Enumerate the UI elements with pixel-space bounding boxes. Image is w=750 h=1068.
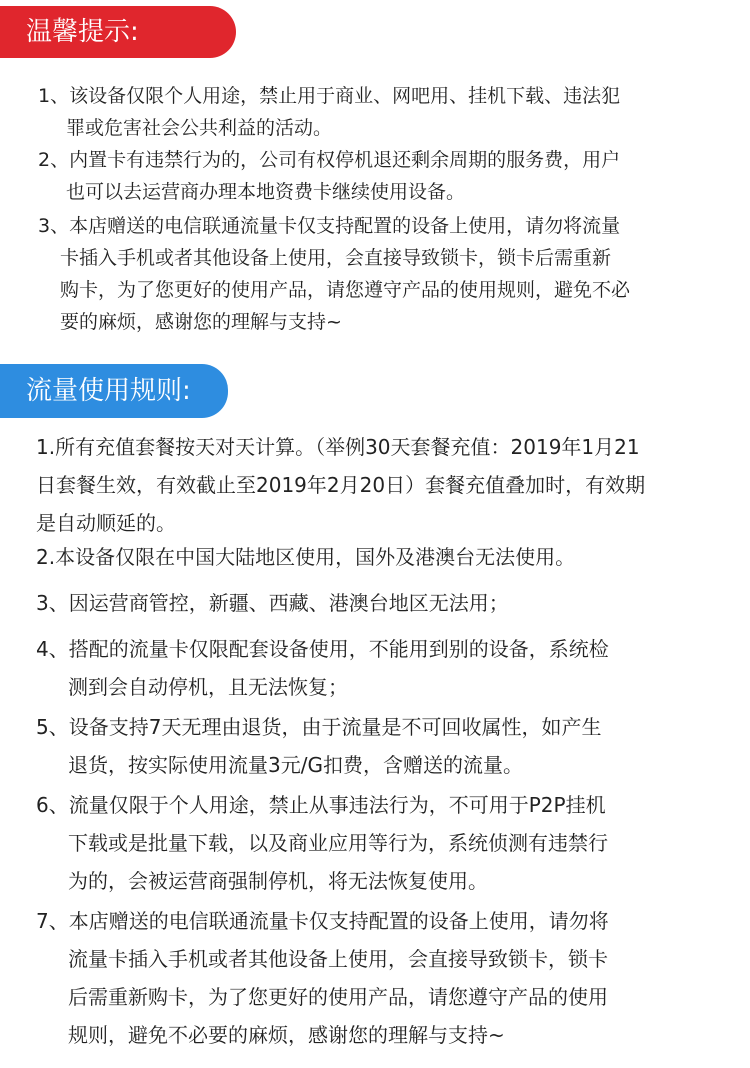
tip-item-1	[0, 80, 750, 144]
rule-2-line-1: 2.本设备仅限在中国大陆地区使用，国外及港澳台无法使用。	[36, 545, 576, 569]
rule-1-line-1: 1.所有充值套餐按天对天计算。（举例30天套餐充值：2019年1月21	[36, 435, 640, 459]
rule-4-line-2: 测到会自动停机，且无法恢复；	[68, 675, 348, 699]
tip-1-line-1: 1、该设备仅限个人用途，禁止用于商业、网吧用、挂机下载、违法犯	[38, 85, 621, 107]
tip-3-line-4: 要的麻烦，感谢您的理解与支持~	[60, 311, 342, 333]
rule-1-line-2: 日套餐生效，有效截止至2019年2月20日）套餐充值叠加时，有效期	[36, 473, 646, 497]
tip-3-line-2: 卡插入手机或者其他设备上使用，会直接导致锁卡，锁卡后需重新	[60, 247, 612, 269]
usage-rules-banner: 流量使用规则:	[0, 364, 228, 418]
rule-item-3	[0, 584, 750, 622]
tip-2-line-2: 也可以去运营商办理本地资费卡继续使用设备。	[66, 181, 466, 203]
rule-4-line-1: 4、搭配的流量卡仅限配套设备使用，不能用到别的设备，系统检	[36, 637, 609, 661]
rule-6-line-2: 下载或是批量下载，以及商业应用等行为，系统侦测有违禁行	[68, 831, 608, 855]
rule-item-4	[0, 630, 750, 706]
rule-5-line-1: 5、设备支持7天无理由退货，由于流量是不可回收属性，如产生	[36, 715, 602, 739]
rule-3-line-1: 3、因运营商管控，新疆、西藏、港澳台地区无法用；	[36, 591, 509, 615]
tip-item-2	[0, 144, 750, 208]
rule-item-1	[0, 428, 750, 542]
warm-tips-banner: 温馨提示:	[0, 6, 236, 58]
tip-2-line-1: 2、内置卡有违禁行为的，公司有权停机退还剩余周期的服务费，用户	[38, 149, 621, 171]
rule-item-5	[0, 708, 750, 784]
rule-5-line-2: 退货，按实际使用流量3元/G扣费，含赠送的流量。	[68, 753, 523, 777]
tip-3-line-3: 购卡，为了您更好的使用产品，请您遵守产品的使用规则，避免不必	[60, 279, 631, 301]
rule-item-7	[0, 902, 750, 1054]
tip-item-3	[0, 210, 750, 338]
rule-item-6	[0, 786, 750, 900]
rule-7-line-1: 7、本店赠送的电信联通流量卡仅支持配置的设备上使用，请勿将	[36, 909, 609, 933]
rule-7-line-2: 流量卡插入手机或者其他设备上使用，会直接导致锁卡，锁卡	[68, 947, 608, 971]
tip-1-line-2: 罪或危害社会公共利益的活动。	[66, 117, 333, 139]
rule-6-line-1: 6、流量仅限于个人用途，禁止从事违法行为，不可用于P2P挂机	[36, 793, 606, 817]
rule-7-line-4: 规则，避免不必要的麻烦，感谢您的理解与支持~	[68, 1023, 505, 1047]
rule-6-line-3: 为的，会被运营商强制停机，将无法恢复使用。	[68, 869, 488, 893]
rule-1-line-3: 是自动顺延的。	[36, 511, 176, 535]
tip-3-line-1: 3、本店赠送的电信联通流量卡仅支持配置的设备上使用，请勿将流量	[38, 215, 621, 237]
rule-item-2	[0, 538, 750, 576]
rule-7-line-3: 后需重新购卡，为了您更好的使用产品，请您遵守产品的使用	[68, 985, 608, 1009]
